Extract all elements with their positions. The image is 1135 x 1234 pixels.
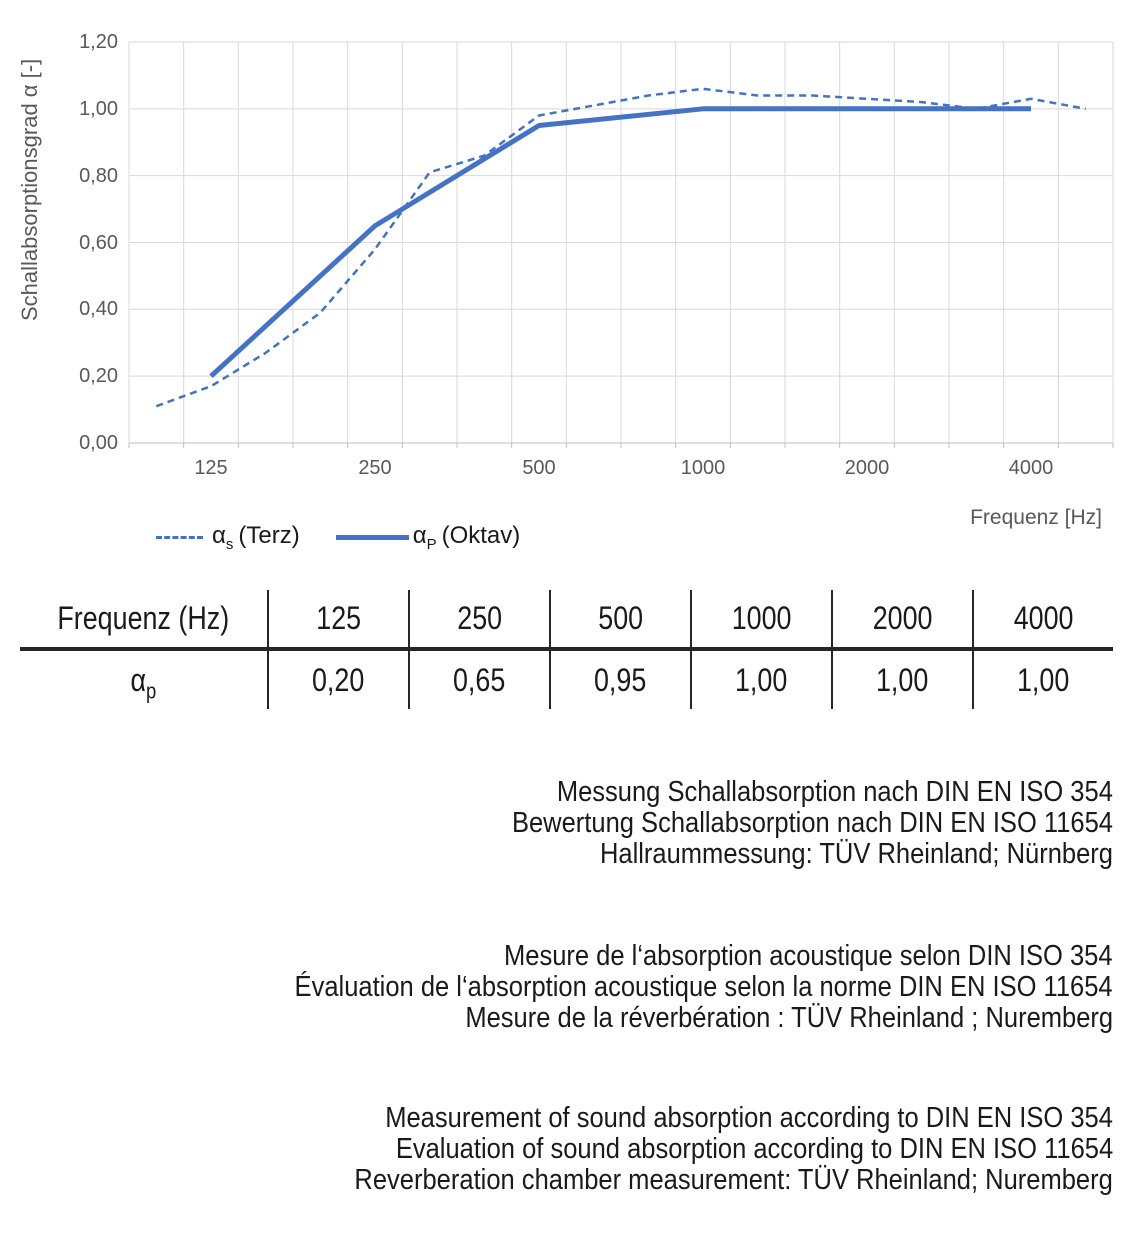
notes-german <box>0 777 1113 870</box>
x-axis-tick-label: 125 <box>194 457 228 479</box>
legend-terz-symbol: α <box>212 521 226 549</box>
note-fr-line-1: Mesure de l‘absorption acoustique selon DIN ISO 354 <box>504 940 1113 972</box>
table-value-4000: 1,00 <box>972 651 1113 709</box>
note-en-line-2: Evaluation of sound absorption according to DIN EN ISO 11654 <box>395 1133 1113 1165</box>
absorption-table <box>20 590 1113 709</box>
x-axis-tick-label: 250 <box>358 457 392 479</box>
legend-oktav-symbol: α <box>412 521 427 549</box>
table-value-250: 0,65 <box>408 651 549 709</box>
note-de-line-3: Hallraummessung: TÜV Rheinland; Nürnberg <box>599 838 1113 870</box>
table-header-1000: 1000 <box>690 590 831 647</box>
x-axis-tick-label: 4000 <box>1008 457 1054 479</box>
table-value-125: 0,20 <box>267 651 408 709</box>
y-axis-tick-label: 1,00 <box>79 97 118 120</box>
table-header-2000: 2000 <box>831 590 972 647</box>
note-de-line-1: Messung Schallabsorption nach DIN EN ISO 354 <box>556 776 1113 808</box>
table-value-2000: 1,00 <box>831 651 972 709</box>
y-axis-tick-label: 0,80 <box>79 164 118 187</box>
table-header-125: 125 <box>267 590 408 647</box>
table-header-frequency: Frequenz (Hz) <box>57 600 230 636</box>
note-en-line-3: Reverberation chamber measurement: TÜV Rheinland; Nuremberg <box>354 1164 1113 1196</box>
table-value-500: 0,95 <box>549 651 690 709</box>
x-axis-tick-label: 1000 <box>680 457 726 479</box>
y-axis-title: Schallabsorptionsgrad α [-] <box>17 58 42 322</box>
legend-oktav-text: (Oktav) <box>441 521 521 549</box>
y-axis-tick-label: 0,20 <box>79 365 118 388</box>
table-header-row <box>20 590 1113 651</box>
absorption-line-chart <box>0 0 1135 575</box>
table-header-4000: 4000 <box>972 590 1113 647</box>
table-row-label-alpha-p <box>20 651 267 709</box>
y-axis-tick-label: 1,20 <box>79 31 118 53</box>
table-value-row <box>20 651 1113 709</box>
legend-terz-subscript: s <box>225 535 234 553</box>
y-axis-tick-label: 0,60 <box>79 231 118 254</box>
table-value-1000: 1,00 <box>690 651 831 709</box>
table-header-250: 250 <box>408 590 549 647</box>
alpha-symbol: α <box>130 661 147 698</box>
note-de-line-2: Bewertung Schallabsorption nach DIN EN ISO 11654 <box>511 807 1113 839</box>
y-axis-tick-label: 0,40 <box>79 298 118 321</box>
table-header-500: 500 <box>549 590 690 647</box>
alpha-p-subscript: p <box>146 677 157 703</box>
legend-terz-text: (Terz) <box>238 521 300 549</box>
legend-oktav-subscript: P <box>426 535 437 553</box>
note-fr-line-2: Évaluation de l‘absorption acoustique selon la norme DIN EN ISO 11654 <box>294 971 1113 1003</box>
notes-english <box>0 1103 1113 1196</box>
note-fr-line-3: Mesure de la réverbération : TÜV Rheinland ; Nuremberg <box>465 1002 1113 1034</box>
x-axis-tick-label: 2000 <box>844 457 890 479</box>
notes-french <box>0 941 1113 1034</box>
x-axis-tick-label: 500 <box>522 457 556 479</box>
note-en-line-1: Measurement of sound absorption according to DIN EN ISO 354 <box>385 1102 1113 1134</box>
y-axis-tick-label: 0,00 <box>79 432 118 454</box>
x-axis-title: Frequenz [Hz] <box>970 506 1102 529</box>
